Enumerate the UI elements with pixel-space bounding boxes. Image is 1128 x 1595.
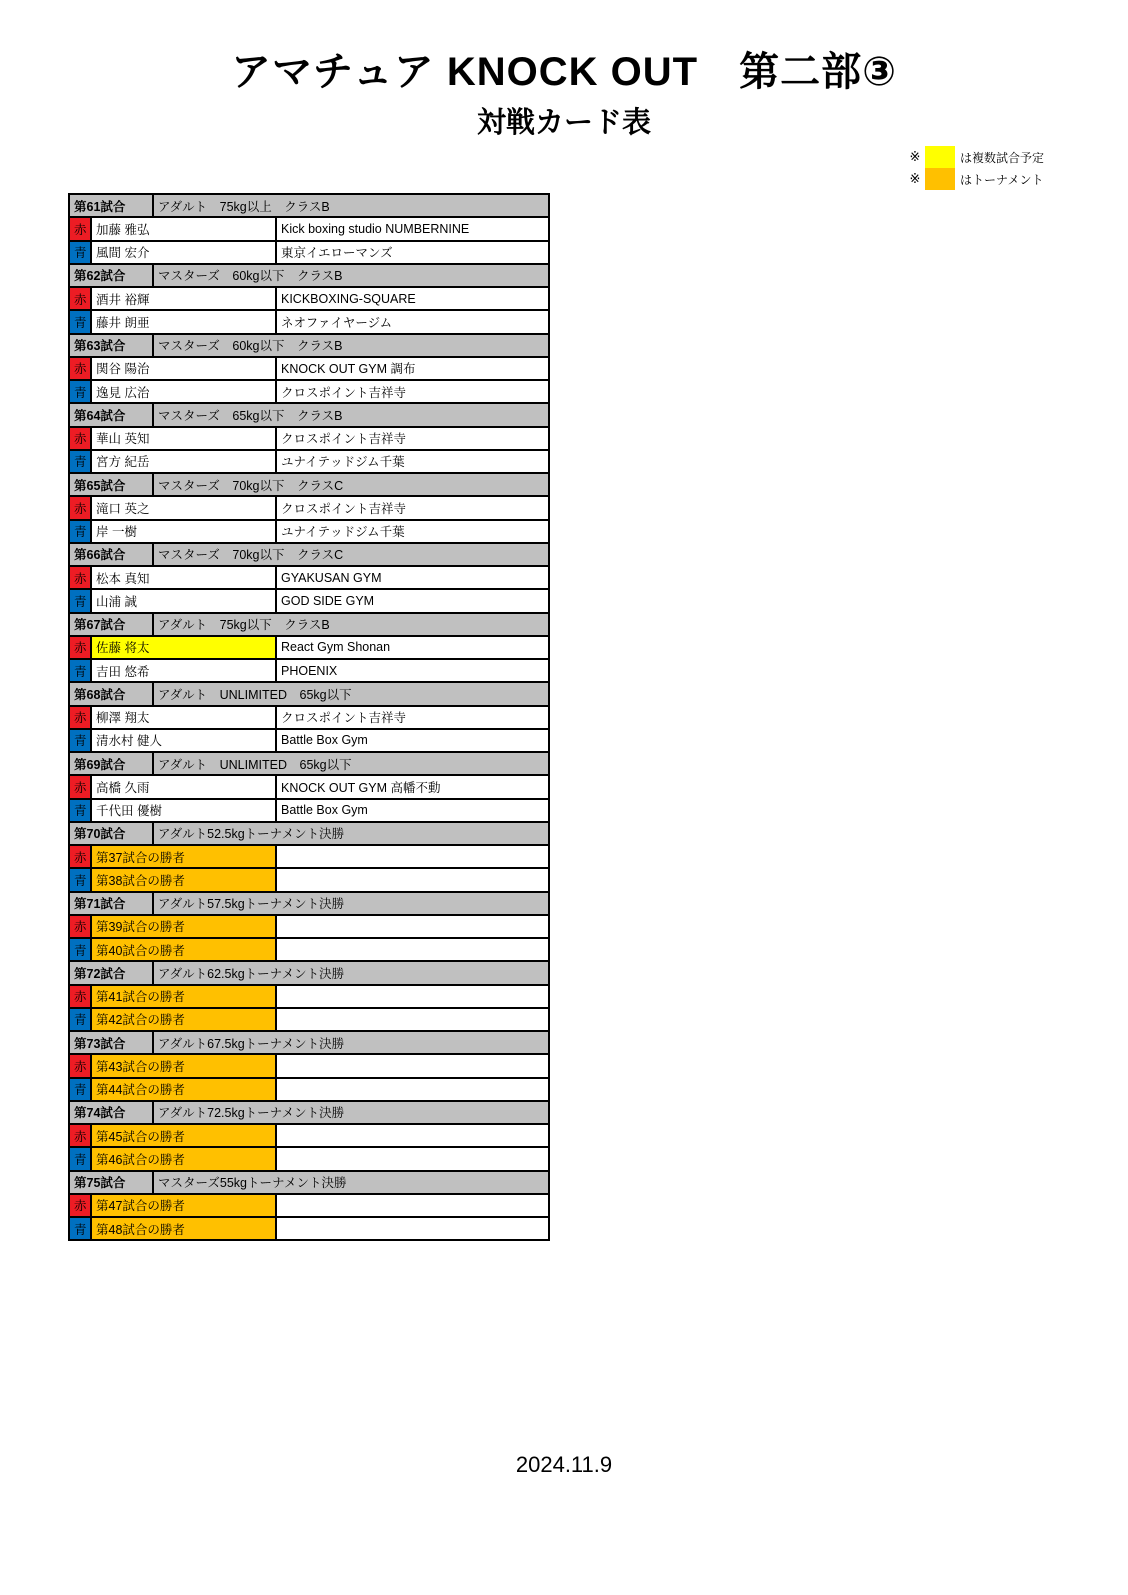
red-corner-cell: 赤 <box>69 636 91 659</box>
fighter-name-cell: 第39試合の勝者 <box>91 915 276 938</box>
fighter-name-cell: 逸見 広治 <box>91 380 276 403</box>
fighter-row-blue <box>69 1078 549 1101</box>
gym-cell <box>276 1194 549 1217</box>
fighter-row-blue <box>69 1217 549 1240</box>
match-header-row <box>69 961 549 984</box>
fighter-name-cell: 千代田 優樹 <box>91 799 276 822</box>
gym-cell: React Gym Shonan <box>276 636 549 659</box>
red-corner-cell: 赤 <box>69 985 91 1008</box>
legend-marker: ※ <box>909 149 921 164</box>
gym-cell: KNOCK OUT GYM 調布 <box>276 357 549 380</box>
match-number-cell: 第62試合 <box>69 264 153 287</box>
match-header-row <box>69 752 549 775</box>
blue-corner-cell: 青 <box>69 241 91 264</box>
fighter-name-cell: 第38試合の勝者 <box>91 868 276 891</box>
fighter-name-cell: 第43試合の勝者 <box>91 1054 276 1077</box>
fighter-name-cell: 華山 英知 <box>91 427 276 450</box>
fighter-row-blue <box>69 310 549 333</box>
fighter-name-cell: 加藤 雅弘 <box>91 217 276 240</box>
fighter-row-red <box>69 706 549 729</box>
page-title: アマチュア KNOCK OUT 第二部③ <box>231 50 897 94</box>
red-corner-cell: 赤 <box>69 566 91 589</box>
match-header-row <box>69 334 549 357</box>
match-class-cell: アダルト52.5kgトーナメント決勝 <box>153 822 549 845</box>
match-number-cell: 第70試合 <box>69 822 153 845</box>
page-subtitle: 対戦カード表 <box>476 107 651 139</box>
fighter-row-red <box>69 775 549 798</box>
match-number-cell: 第74試合 <box>69 1101 153 1124</box>
gym-cell: ユナイテッドジム千葉 <box>276 520 549 543</box>
gym-cell: クロスポイント吉祥寺 <box>276 706 549 729</box>
match-class-cell: アダルト UNLIMITED 65kg以下 <box>153 752 549 775</box>
fighter-name-cell: 第48試合の勝者 <box>91 1217 276 1240</box>
legend-row-multiple-bouts <box>905 146 1044 168</box>
blue-corner-cell: 青 <box>69 310 91 333</box>
gym-cell: クロスポイント吉祥寺 <box>276 496 549 519</box>
gym-cell <box>276 985 549 1008</box>
match-class-cell: アダルト UNLIMITED 65kg以下 <box>153 682 549 705</box>
fighter-name-cell: 第40試合の勝者 <box>91 938 276 961</box>
gym-cell: クロスポイント吉祥寺 <box>276 427 549 450</box>
match-header-row <box>69 892 549 915</box>
fighter-name-cell: 第45試合の勝者 <box>91 1124 276 1147</box>
match-header-row <box>69 822 549 845</box>
gym-cell <box>276 938 549 961</box>
match-number-cell: 第72試合 <box>69 961 153 984</box>
fighter-name-cell: 佐藤 将太 <box>91 636 276 659</box>
fighter-name-cell: 柳澤 翔太 <box>91 706 276 729</box>
fighter-row-red <box>69 217 549 240</box>
fighter-name-cell: 第46試合の勝者 <box>91 1147 276 1170</box>
match-number-cell: 第65試合 <box>69 473 153 496</box>
blue-corner-cell: 青 <box>69 1217 91 1240</box>
fighter-name-cell: 第42試合の勝者 <box>91 1008 276 1031</box>
gym-cell <box>276 1217 549 1240</box>
red-corner-cell: 赤 <box>69 427 91 450</box>
fighter-row-blue <box>69 520 549 543</box>
red-corner-cell: 赤 <box>69 1194 91 1217</box>
fighter-row-blue <box>69 1147 549 1170</box>
match-header-row <box>69 682 549 705</box>
match-class-cell: アダルト 75kg以上 クラスB <box>153 194 549 217</box>
match-number-cell: 第71試合 <box>69 892 153 915</box>
match-header-row <box>69 264 549 287</box>
fighter-row-red <box>69 427 549 450</box>
blue-corner-cell: 青 <box>69 868 91 891</box>
gym-cell: ユナイテッドジム千葉 <box>276 450 549 473</box>
fighter-name-cell: 風間 宏介 <box>91 241 276 264</box>
blue-corner-cell: 青 <box>69 1147 91 1170</box>
gym-cell: Battle Box Gym <box>276 729 549 752</box>
match-table-body <box>69 194 549 1240</box>
gym-cell <box>276 1008 549 1031</box>
fighter-row-blue <box>69 241 549 264</box>
gym-cell: GYAKUSAN GYM <box>276 566 549 589</box>
gym-cell: PHOENIX <box>276 659 549 682</box>
gym-cell <box>276 1147 549 1170</box>
match-class-cell: アダルト67.5kgトーナメント決勝 <box>153 1031 549 1054</box>
fighter-row-blue <box>69 450 549 473</box>
match-number-cell: 第73試合 <box>69 1031 153 1054</box>
red-corner-cell: 赤 <box>69 496 91 519</box>
red-corner-cell: 赤 <box>69 217 91 240</box>
match-header-row <box>69 543 549 566</box>
blue-corner-cell: 青 <box>69 799 91 822</box>
match-number-cell: 第69試合 <box>69 752 153 775</box>
fighter-name-cell: 第37試合の勝者 <box>91 845 276 868</box>
fighter-name-cell: 第47試合の勝者 <box>91 1194 276 1217</box>
blue-corner-cell: 青 <box>69 659 91 682</box>
fighter-row-red <box>69 287 549 310</box>
blue-corner-cell: 青 <box>69 729 91 752</box>
fighter-row-blue <box>69 589 549 612</box>
blue-corner-cell: 青 <box>69 380 91 403</box>
match-class-cell: マスターズ 60kg以下 クラスB <box>153 334 549 357</box>
fighter-row-red <box>69 915 549 938</box>
gym-cell: KICKBOXING-SQUARE <box>276 287 549 310</box>
match-class-cell: マスターズ 70kg以下 クラスC <box>153 473 549 496</box>
match-number-cell: 第64試合 <box>69 403 153 426</box>
match-header-row <box>69 194 549 217</box>
fighter-row-red <box>69 1124 549 1147</box>
match-number-cell: 第75試合 <box>69 1171 153 1194</box>
fighter-name-cell: 山浦 誠 <box>91 589 276 612</box>
fighter-row-red <box>69 845 549 868</box>
match-header-row <box>69 1031 549 1054</box>
match-header-row <box>69 1171 549 1194</box>
fighter-row-red <box>69 1054 549 1077</box>
fighter-row-blue <box>69 868 549 891</box>
gym-cell: クロスポイント吉祥寺 <box>276 380 549 403</box>
gym-cell: GOD SIDE GYM <box>276 589 549 612</box>
match-number-cell: 第68試合 <box>69 682 153 705</box>
fighter-row-red <box>69 566 549 589</box>
fighter-name-cell: 岸 一樹 <box>91 520 276 543</box>
blue-corner-cell: 青 <box>69 938 91 961</box>
red-corner-cell: 赤 <box>69 915 91 938</box>
fighter-name-cell: 第41試合の勝者 <box>91 985 276 1008</box>
blue-corner-cell: 青 <box>69 1078 91 1101</box>
fighter-name-cell: 清水村 健人 <box>91 729 276 752</box>
fighter-row-red <box>69 985 549 1008</box>
red-corner-cell: 赤 <box>69 706 91 729</box>
match-class-cell: マスターズ55kgトーナメント決勝 <box>153 1171 549 1194</box>
legend-row-tournament <box>905 168 1044 190</box>
fighter-name-cell: 吉田 悠希 <box>91 659 276 682</box>
gym-cell <box>276 1078 549 1101</box>
match-header-row <box>69 473 549 496</box>
fighter-name-cell: 藤井 朗亜 <box>91 310 276 333</box>
match-card-table <box>68 193 550 1241</box>
match-class-cell: アダルト62.5kgトーナメント決勝 <box>153 961 549 984</box>
match-number-cell: 第66試合 <box>69 543 153 566</box>
fighter-row-blue <box>69 938 549 961</box>
fighter-name-cell: 酒井 裕輝 <box>91 287 276 310</box>
red-corner-cell: 赤 <box>69 1124 91 1147</box>
fighter-row-blue <box>69 729 549 752</box>
red-corner-cell: 赤 <box>69 287 91 310</box>
gym-cell: KNOCK OUT GYM 高幡不動 <box>276 775 549 798</box>
gym-cell: Kick boxing studio NUMBERNINE <box>276 217 549 240</box>
match-header-row <box>69 403 549 426</box>
fighter-row-red <box>69 1194 549 1217</box>
fighter-name-cell: 関谷 陽治 <box>91 357 276 380</box>
legend-label: は複数試合予定 <box>960 150 1045 165</box>
orange-swatch-icon <box>925 168 955 190</box>
fighter-name-cell: 松本 真知 <box>91 566 276 589</box>
fighter-name-cell: 高橋 久雨 <box>91 775 276 798</box>
fighter-row-blue <box>69 799 549 822</box>
match-class-cell: アダルト57.5kgトーナメント決勝 <box>153 892 549 915</box>
fighter-row-blue <box>69 380 549 403</box>
gym-cell: ネオファイヤージム <box>276 310 549 333</box>
match-header-row <box>69 613 549 636</box>
match-class-cell: マスターズ 70kg以下 クラスC <box>153 543 549 566</box>
legend-label: はトーナメント <box>960 172 1044 187</box>
fighter-row-red <box>69 357 549 380</box>
gym-cell: 東京イエローマンズ <box>276 241 549 264</box>
match-class-cell: アダルト 75kg以下 クラスB <box>153 613 549 636</box>
red-corner-cell: 赤 <box>69 357 91 380</box>
red-corner-cell: 赤 <box>69 845 91 868</box>
match-header-row <box>69 1101 549 1124</box>
yellow-swatch-icon <box>925 146 955 168</box>
fighter-row-blue <box>69 659 549 682</box>
gym-cell <box>276 915 549 938</box>
fighter-row-red <box>69 496 549 519</box>
legend-marker: ※ <box>909 171 921 186</box>
match-number-cell: 第67試合 <box>69 613 153 636</box>
gym-cell <box>276 1054 549 1077</box>
gym-cell: Battle Box Gym <box>276 799 549 822</box>
fighter-name-cell: 宮方 紀岳 <box>91 450 276 473</box>
footer-date: 2024.11.9 <box>515 1452 613 1477</box>
red-corner-cell: 赤 <box>69 775 91 798</box>
legend <box>905 146 1044 190</box>
gym-cell <box>276 845 549 868</box>
blue-corner-cell: 青 <box>69 589 91 612</box>
gym-cell <box>276 1124 549 1147</box>
blue-corner-cell: 青 <box>69 1008 91 1031</box>
match-number-cell: 第61試合 <box>69 194 153 217</box>
blue-corner-cell: 青 <box>69 520 91 543</box>
fighter-row-red <box>69 636 549 659</box>
red-corner-cell: 赤 <box>69 1054 91 1077</box>
match-class-cell: マスターズ 60kg以下 クラスB <box>153 264 549 287</box>
gym-cell <box>276 868 549 891</box>
match-class-cell: アダルト72.5kgトーナメント決勝 <box>153 1101 549 1124</box>
fighter-row-blue <box>69 1008 549 1031</box>
match-number-cell: 第63試合 <box>69 334 153 357</box>
fighter-name-cell: 滝口 英之 <box>91 496 276 519</box>
fighter-name-cell: 第44試合の勝者 <box>91 1078 276 1101</box>
blue-corner-cell: 青 <box>69 450 91 473</box>
match-class-cell: マスターズ 65kg以下 クラスB <box>153 403 549 426</box>
